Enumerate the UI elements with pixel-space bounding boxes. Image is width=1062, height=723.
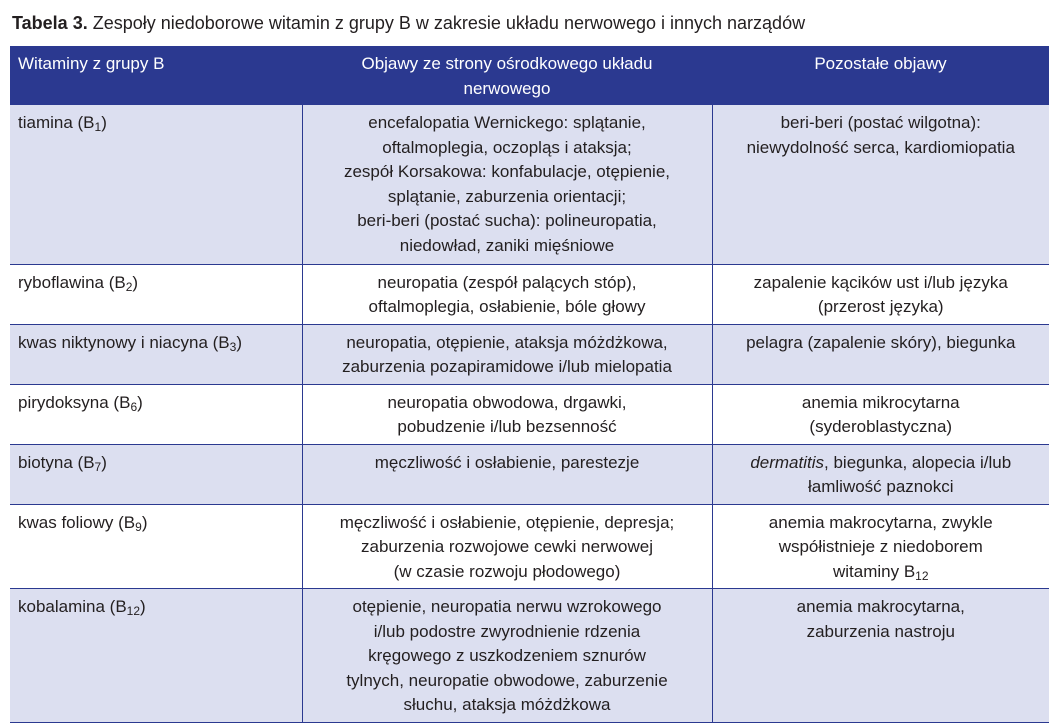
table-row xyxy=(10,589,1049,723)
vitamin-name-cell xyxy=(10,264,302,324)
cns-line: niedowład, zaniki mięśniowe xyxy=(399,235,615,255)
other-line: zaburzenia nastroju xyxy=(806,621,955,641)
other-line: łamliwość paznokci xyxy=(808,477,954,496)
cns-line: męczliwość i osłabienie, parestezje xyxy=(374,452,640,472)
header-other-label: Pozostałe objawy xyxy=(814,54,947,73)
vitamin-subscript: 9 xyxy=(135,519,142,534)
table-row xyxy=(10,504,1049,589)
other-line: anemia makrocytarna, xyxy=(796,597,965,616)
vitamin-name-end: ) xyxy=(141,512,148,532)
vitamin-subscript: 7 xyxy=(94,459,102,474)
vitamin-name-end: ) xyxy=(101,113,107,132)
other-line: zapalenie kącików ust i/lub języka xyxy=(753,272,1008,292)
caption-text: Zespoły niedoborowe witamin z grupy B w zakresie układu nerwowego i innych narządów xyxy=(92,13,806,33)
vitamin-name-end: ) xyxy=(101,452,107,472)
cns-line: słuchu, ataksja móżdżkowa xyxy=(403,695,611,714)
vitamin-name: pirydoksyna (B xyxy=(18,392,131,412)
other-subscript: 12 xyxy=(915,568,929,583)
other-line xyxy=(721,451,1042,476)
vitamin-name-cell xyxy=(10,384,302,444)
other-italic-term: dermatitis xyxy=(750,452,825,472)
cns-line: oftalmoplegia, osłabienie, bóle głowy xyxy=(368,297,646,316)
cns-line: męczliwość i osłabienie, otępienie, depresja; xyxy=(339,512,675,532)
header-vitamins-label: Witaminy z grupy B xyxy=(18,54,165,73)
cns-symptoms-cell xyxy=(302,324,712,384)
cns-line: tylnych, neuropatie obwodowe, zaburzenie xyxy=(346,670,668,690)
other-symptoms-cell xyxy=(712,504,1049,589)
cns-line: splątanie, zaburzenia orientacji; xyxy=(387,186,627,206)
vitamin-name: kwas foliowy (B xyxy=(18,512,136,532)
other-line: współistnieje z niedoborem xyxy=(778,537,983,556)
other-line: (przerost języka) xyxy=(817,297,944,316)
vitamin-name-end: ) xyxy=(137,392,143,412)
cns-line: zespół Korsakowa: konfabulacje, otępienie, xyxy=(343,162,671,181)
other-line: niewydolność serca, kardiomiopatia xyxy=(746,137,1015,157)
other-symptoms-cell xyxy=(712,324,1049,384)
header-vitamins xyxy=(10,46,302,105)
vitamin-name: biotyna (B xyxy=(18,452,95,472)
cns-line: zaburzenia pozapiramidowe i/lub mielopatia xyxy=(342,357,672,376)
header-cns-line-1: Objawy ze strony ośrodkowego układu xyxy=(361,54,653,73)
other-line-rest: , biegunka, alopecia i/lub xyxy=(824,452,1012,472)
cns-symptoms-cell xyxy=(302,444,712,504)
other-symptoms-cell xyxy=(712,105,1049,264)
header-cns-symptoms xyxy=(302,46,712,105)
caption-label: Tabela 3. xyxy=(12,13,88,33)
vitamin-subscript: 6 xyxy=(130,399,138,414)
other-symptoms-cell xyxy=(712,264,1049,324)
other-symptoms-cell xyxy=(712,589,1049,723)
table-row xyxy=(10,105,1049,264)
other-line xyxy=(721,560,1042,585)
table-caption xyxy=(12,10,805,36)
header-cns-line-2: nerwowego xyxy=(463,78,551,98)
vitamin-name: tiamina (B xyxy=(18,113,95,132)
header-other-symptoms xyxy=(712,46,1049,105)
vitamin-name: ryboflawina (B xyxy=(18,272,126,292)
table-row xyxy=(10,384,1049,444)
table-row xyxy=(10,264,1049,324)
vitamin-name: kobalamina (B xyxy=(18,597,127,616)
other-symptoms-cell xyxy=(712,444,1049,504)
other-line: pelagra (zapalenie skóry), biegunka xyxy=(746,332,1016,352)
vitamin-name-cell xyxy=(10,504,302,589)
vitamin-subscript: 1 xyxy=(94,120,102,134)
other-line: anemia makrocytarna, zwykle xyxy=(768,512,993,532)
cns-line: neuropatia (zespół palących stóp), xyxy=(377,272,637,292)
vitamin-name-end: ) xyxy=(140,597,146,616)
cns-line: beri-beri (postać sucha): polineuropatia, xyxy=(357,211,657,230)
cns-symptoms-cell xyxy=(302,105,712,264)
vitamin-subscript: 3 xyxy=(229,339,237,354)
cns-symptoms-cell xyxy=(302,589,712,723)
other-symptoms-cell xyxy=(712,384,1049,444)
cns-line: otępienie, neuropatia nerwu wzrokowego xyxy=(352,597,662,616)
vitamin-name-cell xyxy=(10,444,302,504)
vitamin-name-cell xyxy=(10,105,302,264)
cns-symptoms-cell xyxy=(302,264,712,324)
vitamin-subscript: 12 xyxy=(126,604,141,618)
cns-line: neuropatia, otępienie, ataksja móżdżkowa, xyxy=(346,332,668,352)
cns-symptoms-cell xyxy=(302,384,712,444)
cns-line: i/lub podostre zwyrodnienie rdzenia xyxy=(373,621,641,641)
cns-line: encefalopatia Wernickego: splątanie, xyxy=(368,113,646,132)
cns-line: neuropatia obwodowa, drgawki, xyxy=(387,392,627,412)
other-line: beri-beri (postać wilgotna): xyxy=(780,113,981,132)
table-row xyxy=(10,444,1049,504)
vitamin-name-cell xyxy=(10,324,302,384)
vitamin-name-cell xyxy=(10,589,302,723)
vitamin-name-end: ) xyxy=(132,272,139,292)
vitamin-name-end: ) xyxy=(236,332,242,352)
vitamins-table xyxy=(10,46,1049,723)
vitamin-name: kwas niktynowy i niacyna (B xyxy=(18,332,230,352)
cns-line: kręgowego z uszkodzeniem sznurów xyxy=(368,646,646,665)
cns-symptoms-cell xyxy=(302,504,712,589)
cns-line: (w czasie rozwoju płodowego) xyxy=(393,561,621,581)
other-line: (syderoblastyczna) xyxy=(809,417,953,436)
vitamin-subscript: 2 xyxy=(125,279,133,294)
other-line: anemia mikrocytarna xyxy=(801,392,960,412)
cns-line: zaburzenia rozwojowe cewki nerwowej xyxy=(361,537,653,556)
cns-line: pobudzenie i/lub bezsenność xyxy=(397,417,617,436)
cns-line: oftalmoplegia, oczopląs i ataksja; xyxy=(382,137,632,157)
other-line-text: witaminy B xyxy=(832,561,916,581)
table-header-row xyxy=(10,46,1049,105)
table-row xyxy=(10,324,1049,384)
